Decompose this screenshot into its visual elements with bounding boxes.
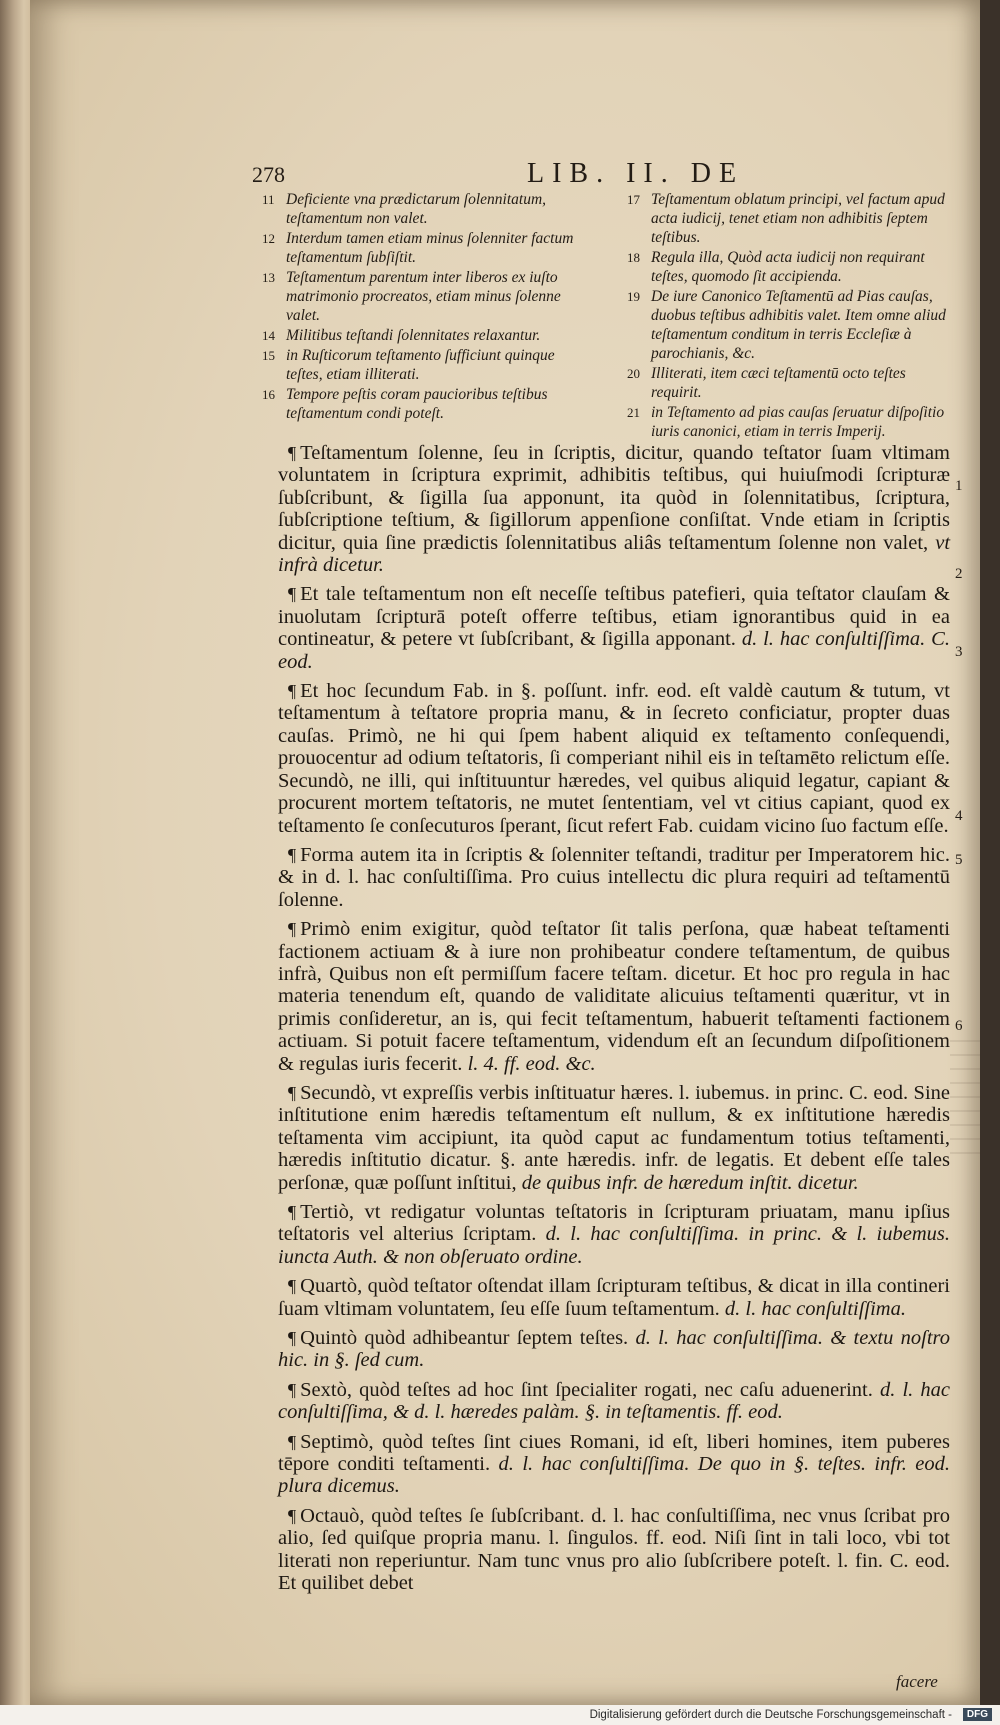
paragraph: ¶ Sextò, quòd teſtes ad hoc ſint ſpecialiter rogati, nec caſu aduenerint. d. l. hac conſultiſſima, & d. l. hæredes palàm. §. in teſtamentis. ff. eod. [278,1378,951,1424]
summary-column-right [627,190,957,442]
paragraph: ¶ Septimò, quòd teſtes ſint ciues Romani, id eſt, liberi homines, item puberes tēpore conditi teſtamenti. d. l. hac conſultiſſima. De quo in §. teſtes. infr. eod. plura dicemus. [278,1430,950,1498]
pilcrow-icon: ¶ [288,681,297,702]
pilcrow-icon: ¶ [288,1505,297,1526]
footer-text: Digitalisierung gefördert durch die Deutsche Forschungsgemeinschaft - [589,1709,952,1721]
page-number: 278 [252,162,285,187]
margin-number: 5 [955,852,963,868]
margin-number: 6 [955,1018,963,1034]
pilcrow-icon: ¶ [288,1202,297,1222]
margin-number: 4 [955,808,963,824]
pilcrow-icon: ¶ [288,919,297,940]
margin-number: 1 [955,478,963,494]
paragraph: ¶ Tertiò, vt redigatur voluntas teſtatoris in ſcripturam priuatam, manu ipſius teſtatoris vel alterius ſcriptam. d. l. hac conſultiſſima. in princ. & l. iubemus. iuncta Auth. & non obſeruato ordine. [278,1201,950,1268]
pilcrow-icon: ¶ [288,584,297,605]
summary-column-left [262,190,592,424]
pilcrow-icon: ¶ [288,1082,297,1103]
pilcrow-icon: ¶ [288,1379,297,1400]
catchword: facere [896,1672,938,1691]
summary-item: 21 in Teſtamento ad pias cauſas ſeruatur diſpoſitio iuris canonici, etiam in terris Imperij. [627,404,945,440]
paragraph: ¶ Octauò, quòd teſtes ſe ſubſcribant. d. l. hac conſultiſſima, nec vnus ſcribat pro alio, ſed quiſque propria manu. l. ſingulos. ff. eod. Niſi ſint in tali loco, vbi tot literati non reperiuntur. Nam tunc vnus pro alio ſubſcribere poteſt. l. fin. C. eod. Et quilibet debet [278,1504,950,1595]
dfg-logo: DFG [963,1708,992,1721]
pilcrow-icon: ¶ [288,443,297,463]
paragraph: ¶ Et hoc ſecundum Fab. in §. poſſunt. infr. eod. eſt valdè cautum & tutum, vt teſtamentum à teſtatore propria manu, & in ſecreto conficiatur, propter duas cauſas. Primò, ne hi qui ſpem habent aliquid ex teſtamento conſequendi, prouocentur ad odium teſtatoris, ſi comperiant nihil eis in teſtamēto relictum eſſe. Secundò, ne illi, qui inſtituuntur hæredes, vel quibus aliquid legatur, capiant & procurent mortem teſtatoris, ne mutet ſententiam, vel vt citius capiant, quod ex teſtamento ſe conſecuturos ſperant, ſicut refert Fab. cuidam vicino ſuo factum eſſe. [278,680,950,837]
pilcrow-icon: ¶ [288,1276,297,1297]
summary-item: 13 Teſtamentum parentum inter liberos ex iuſto matrimonio procreatos, etiam minus ſolenne valet. [262,269,561,324]
margin-number: 2 [955,566,963,582]
paragraph: ¶ Quintò quòd adhibeantur ſeptem teſtes. d. l. hac conſultiſſima. & textu noſtro hic. in §. ſed cum. [278,1327,950,1372]
page-edge [0,0,34,1705]
show-through-text [950,1040,980,1160]
summary-item: 15 in Ruſticorum teſtamento ſufficiunt quinque teſtes, etiam illiterati. [262,347,555,383]
pilcrow-icon: ¶ [288,1431,297,1452]
summary-item: 20 Illiterati, item cæci teſtamentū octo teſtes requirit. [627,365,906,401]
footer-bar [0,1705,1000,1725]
summary-item: 14 Militibus teſtandi ſolennitates relaxantur. [262,327,541,344]
paragraph: ¶ Forma autem ita in ſcriptis & ſolenniter teſtandi, traditur per Imperatorem hic. & in d. l. hac conſultiſſima. Pro cuius intellectu dic plura requiri ad teſtamentū ſolenne. [278,843,950,911]
summary-item: 11 Deficiente vna prædictarum ſolennitatum, teſtamentum non valet. [262,191,547,227]
paragraph: ¶ Secundò, vt expreſſis verbis inſtituatur hæres. l. iubemus. in princ. C. eod. Sine inſtitutione enim hæredis teſtamentum eſt nullum, & ex inſtitutione hæredis teſtamenta vim accipiunt, ita quòd caput ac fundamentum totius teſtamenti, hæredis inſtitutio dicatur. §. ante hæredis. infr. de legatis. Et debent eſſe tales perſonæ, quæ poſſunt inſtitui, de quibus infr. de hæredum inſtit. dicetur. [278,1081,950,1194]
paragraph: ¶ Et tale teſtamentum non eſt neceſſe teſtibus patefieri, quia teſtator clauſam & inuolutam ſcripturā poteſt offerre teſtibus, etiam ignorantibus quid in ea contineatur, & petere vt ſubſcribant, & ſigilla apponant. d. l. hac conſultiſſima. C. eod. [278,583,950,673]
summary-item: 16 Tempore peſtis coram paucioribus teſtibus teſtamentum condi poteſt. [262,386,548,422]
summary-item: 19 De iure Canonico Teſtamentū ad Pias cauſas, duobus teſtibus adhibitis valet. Item omne aliud teſtamentum conditum in terris Eccleſiæ à parochianis, &c. [627,288,946,362]
summary-item: 17 Teſtamentum oblatum principi, vel factum apud acta iudicij, tenet etiam non adhibitis ſeptem teſtibus. [627,191,945,246]
summary-item: 12 Interdum tamen etiam minus ſolenniter factum teſtamentum ſubſiſtit. [262,230,574,266]
paragraph: ¶ Primò enim exigitur, quòd teſtator ſit talis perſona, quæ habeat teſtamenti factionem actiuam & à iure non prohibeatur condere teſtamentum, de quibus infrà, Quibus non eſt permiſſum facere teſtam. dicetur. Et hoc pro regula in hac materia tenendum eſt, quando de validitate alicuius teſtamenti quæritur, vt in primis conſideretur, an is, qui fecit teſtamentum, habuerit teſtamenti factionem actiuam. Si potuit facere teſtamentum, videndum eſt an ſecundum diſpoſitionem & regulas iuris fecerit. l. 4. ff. eod. &c. [278,918,950,1075]
margin-number: 3 [955,644,963,660]
summary-item: 18 Regula illa, Quòd acta iudicij non requirant teſtes, quomodo ſit accipienda. [627,249,925,285]
paragraph: ¶ Quartò, quòd teſtator oſtendat illam ſcripturam teſtibus, & dicat in illa contineri ſuam vltimam voluntatem, ſeu eſſe ſuum teſtamentum. d. l. hac conſultiſſima. [278,1275,950,1320]
paragraph: ¶ Teſtamentum ſolenne, ſeu in ſcriptis, dicitur, quando teſtator ſuam vltimam voluntatem in ſcriptura exprimit, adhibitis teſtibus, qui huiuſmodi ſcripturæ ſubſcribunt, & ſigilla ſua apponunt, ita quòd in ſolennitatibus, ſcriptura, ſubſcriptione teſtium, & ſigillorum appenſione conſiſtat. Vnde etiam in ſcriptis dicitur, quia ſine prædictis ſolennitatibus aliâs teſtamentum ſolenne non valet, vt infrà dicetur. [278,442,951,577]
running-title: LIB. II. DE [527,158,745,189]
pilcrow-icon: ¶ [288,844,297,865]
body-text [278,442,950,1602]
pilcrow-icon: ¶ [288,1328,297,1349]
